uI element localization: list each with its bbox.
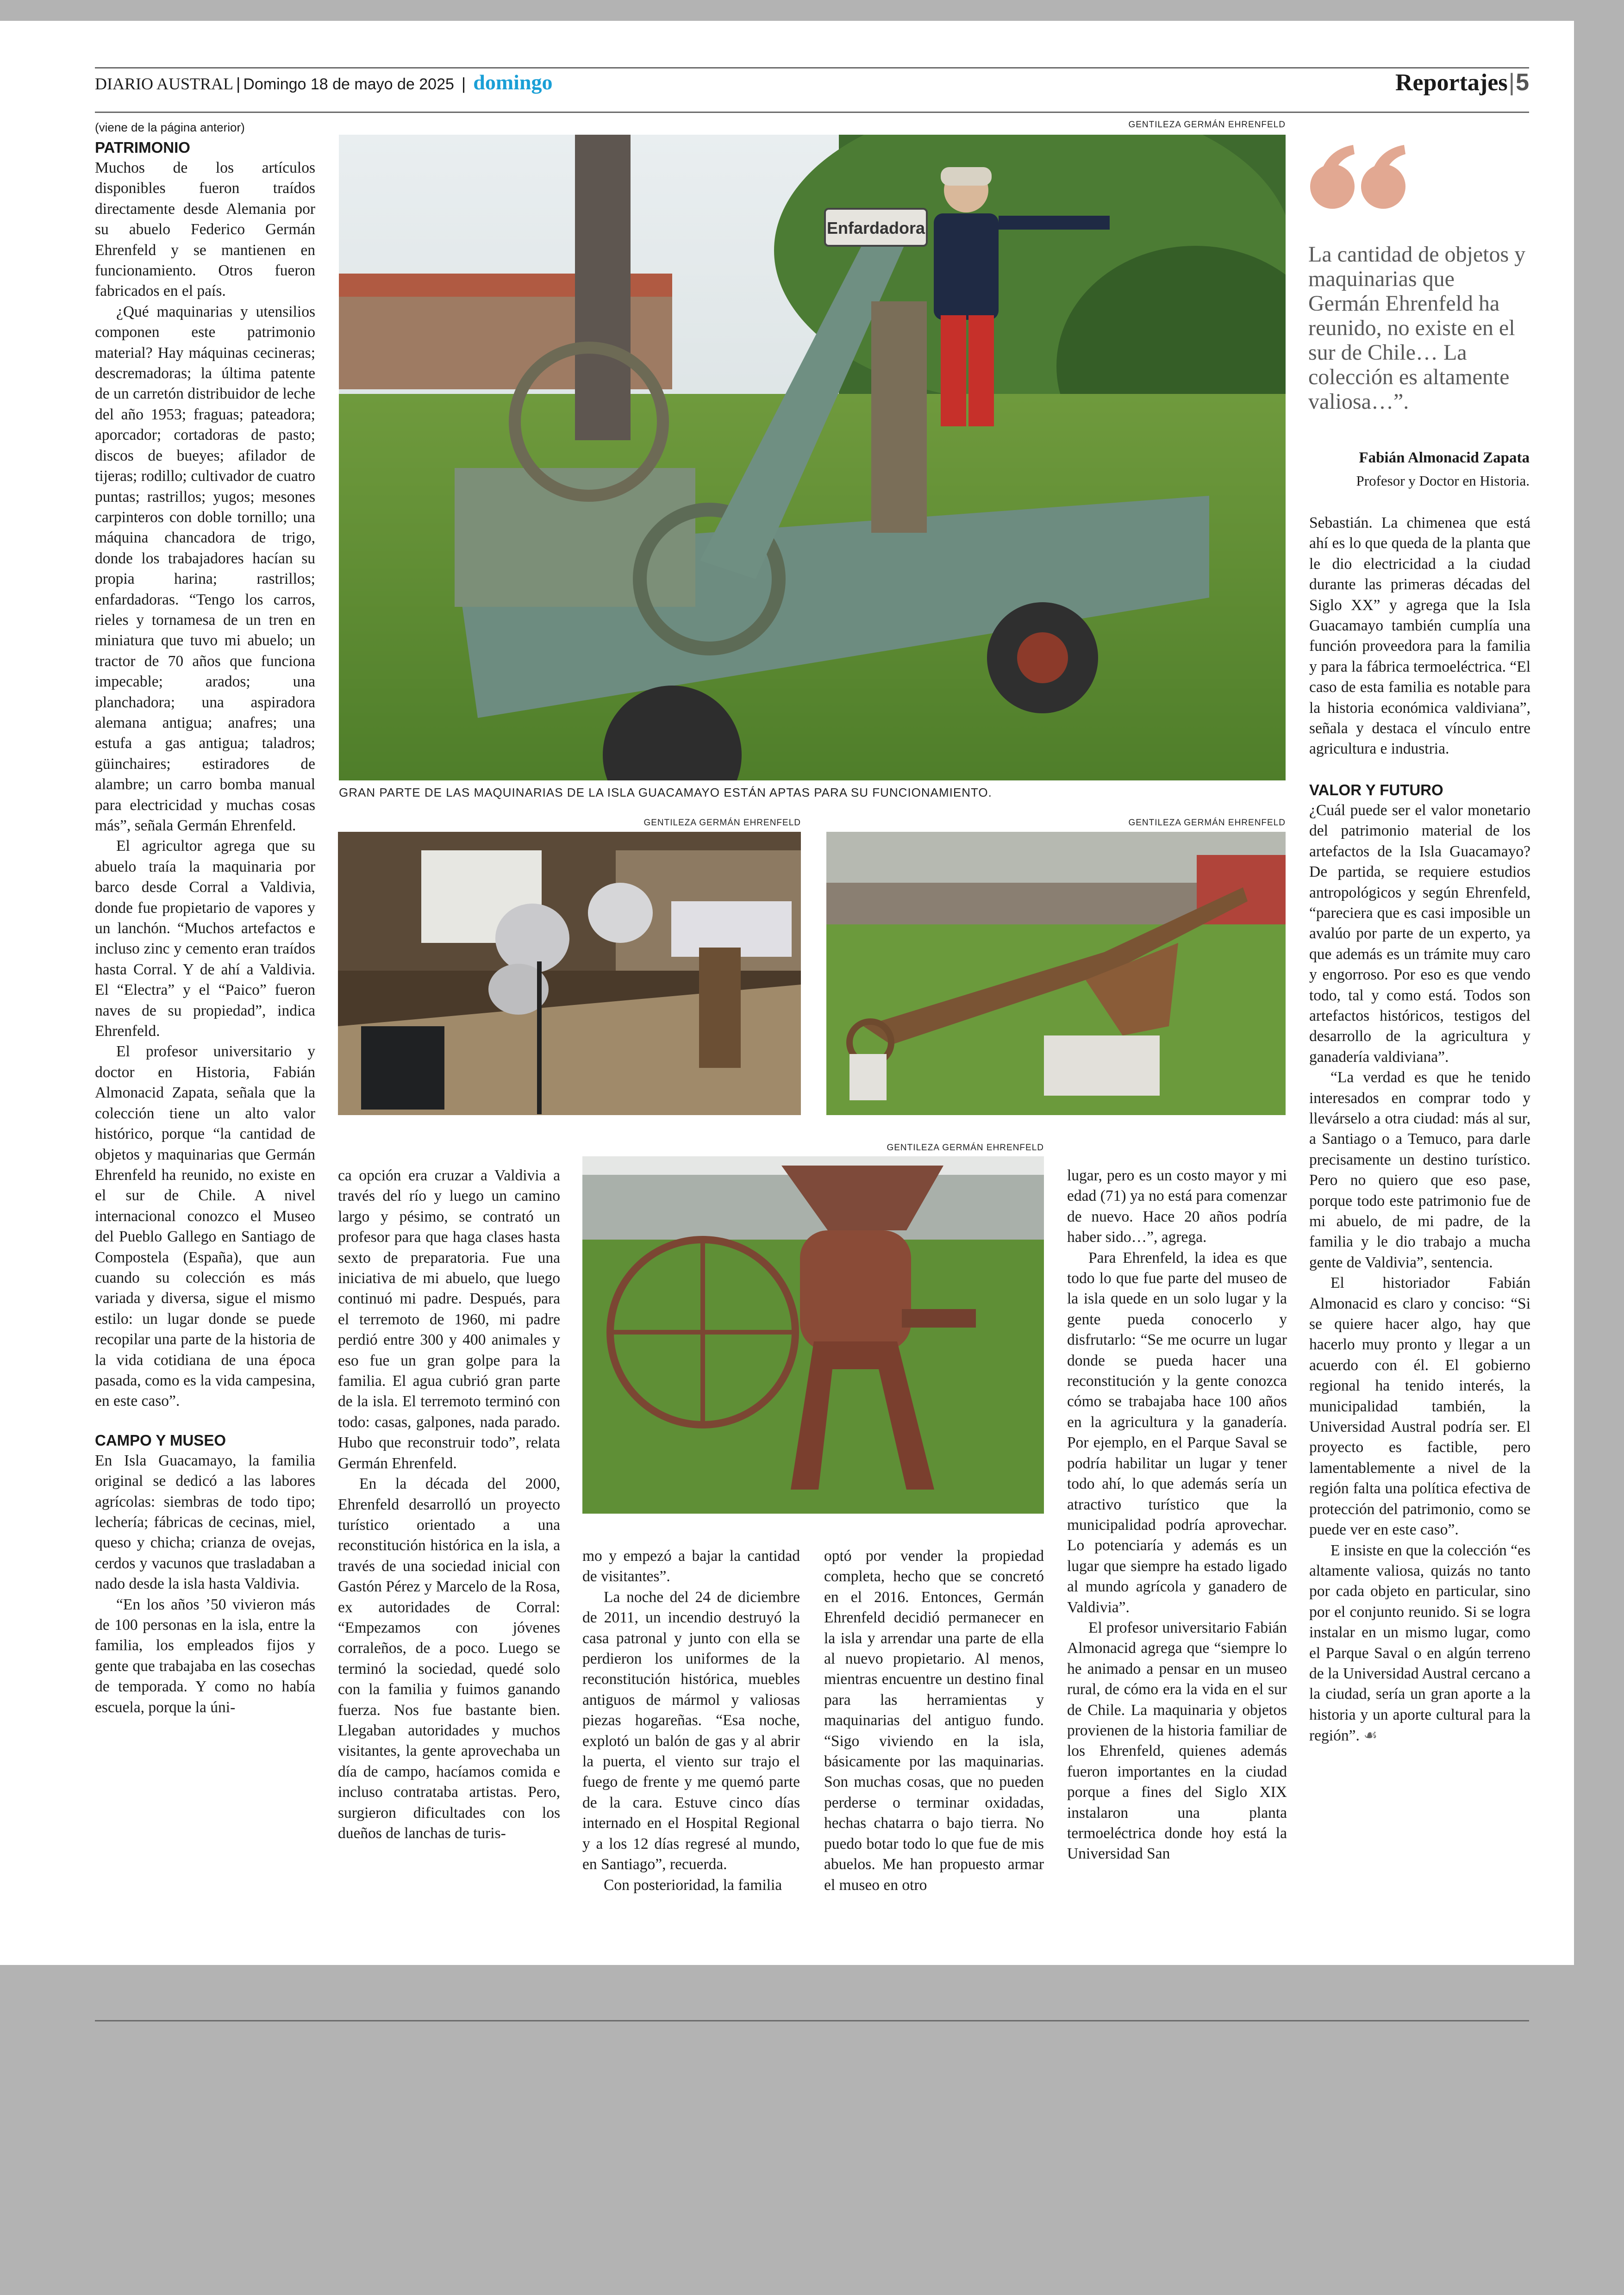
- pull-quote-role: Profesor y Doctor en Historia.: [1356, 473, 1530, 489]
- separator: |: [236, 74, 241, 93]
- paragraph: El agricultor agrega que su abuelo traía la maquinaria por barco desde Corral a Valdivia, donde fue propietario de vapores y un lanchón. “Muchos artefactos e incluso zinc y cemento eran traídos hasta Corral. Y de ahí a Valdivia. El “Electra” y el “Paico” fueron naves de su propiedad”, indica Ehrenfeld.: [95, 837, 315, 1040]
- paragraph: mo y empezó a bajar la cantidad de visitantes”.: [582, 1547, 800, 1585]
- bottom-rule: [95, 2020, 1529, 2021]
- photo-credit: GENTILEZA GERMÁN EHRENFELD: [1128, 120, 1286, 130]
- enfardadora-sign: Enfardadora: [826, 218, 925, 237]
- paragraph: “En los años ’50 vivieron más de 100 personas en la isla, entre la familia, los empleados fijos y gente que trabajaba en las cosechas de temporada. Y como no había escuela, porque la úni-: [95, 1596, 315, 1716]
- quote-mark-icon: [1309, 141, 1416, 215]
- paragraph: Para Ehrenfeld, la idea es que todo lo que fue parte del museo de la isla quede en un solo lugar y la gente pueda conocerlo y disfrutarlo: “Se me ocurre un lugar donde se pueda hacer una reconstitución y la gente conozca cómo se trabajaba hace 100 años en la agricultura y la ganadería. Por ejemplo, en el Parque Saval se podría habilitar un lugar y tener todo ahí, lo que además sería un atractivo turístico que la municipalidad podría aprovechar. Lo potenciaría y además es un lugar que siempre ha estado ligado al mundo agrícola y ganadero de Valdivia”.: [1067, 1249, 1287, 1616]
- photo-credit: GENTILEZA GERMÁN EHRENFELD: [1128, 818, 1286, 828]
- subheading-valor-y-futuro: VALOR Y FUTURO: [1309, 781, 1443, 798]
- subheading-campo-y-museo: CAMPO Y MUSEO: [95, 1431, 226, 1449]
- end-mark-icon: ☙: [1363, 1726, 1378, 1745]
- paragraph: [1309, 1540, 1530, 1746]
- masthead-left: [95, 71, 553, 96]
- photo-wheat-grinder: [582, 1156, 1044, 1514]
- subheading-patrimonio: PATRIMONIO: [95, 139, 190, 156]
- paragraph: En Isla Guacamayo, la familia original se dedicó a las labores agrícolas: siembras de todo tipo; lechería; fábricas de cecinas, miel, queso y chicha; crianza de ovejas, cerdos y vacunos que trasladaban a nado desde la isla hasta Valdivia.: [95, 1452, 315, 1593]
- paragraph: Con posterioridad, la familia: [604, 1876, 782, 1894]
- paper-name: DIARIO AUSTRAL: [95, 75, 234, 93]
- section-brand: domingo: [473, 70, 553, 94]
- article-column-3: [582, 1546, 800, 1896]
- article-column-6: [1309, 513, 1530, 1746]
- paragraph: El profesor universitario Fabián Almonacid agrega que “siempre lo he animado a pensar en un museo rural, de cómo era la vida en el sur de Chile. La maquinaria y objetos provienen de la historia familiar de los Ehrenfeld, quienes además fueron importantes en la ciudad porque a fines del Siglo XIX instalaron una planta termoeléctrica donde hoy está la Universidad San: [1067, 1619, 1287, 1863]
- paragraph: Sebastián. La chimenea que está ahí es lo que queda de la planta que le dio electricidad a la ciudad durante las primeras décadas del Siglo XX” y agrega que la Isla Guacamayo también cumplía una función proveedora para la familia y para la fábrica termoeléctrica. “El caso de esta familia es notable para la historia económica valdiviana”, señala y destaca el vínculo entre agricultura e industria.: [1309, 514, 1530, 758]
- paragraph: lugar, pero es un costo mayor y mi edad (71) ya no está para comenzar de nuevo. Hace 20 años podría haber sido…”, agrega.: [1067, 1167, 1287, 1246]
- paragraph: El profesor universitario y doctor en Historia, Fabián Almonacid Zapata, señala que la colección tiene un alto valor histórico, porque “la cantidad de objetos y maquinarias que Germán Ehrenfeld ha reunido, no existe en el sur de Chile. A nivel internacional conozco el Museo del Pueblo Gallego en Santiago de Compostela (España), que aun cuando su colección es más variada y diversa, sigue el mismo estilo: un lugar donde se puede recopilar una parte de la historia de la vida cotidiana de una época pasada, como es la vida campesina, en este caso”.: [95, 1043, 315, 1410]
- paragraph: La noche del 24 de diciembre de 2011, un incendio destruyó la casa patronal y junto con ella se perdieron los uniformes de la reconstitución histórica, muebles antiguos de mármol y valiosas piezas hogareñas. “Esa noche, explotó un balón de gas y al abrir la puerta, el viento sur trajo el fuego de frente y me quemó parte de la cara. Estuve cinco días internado en el Hospital Regional y a los 12 días regresé al mundo, en Santiago”, recuerda.: [582, 1588, 800, 1873]
- issue-date: Domingo 18 de mayo de 2025: [243, 75, 454, 93]
- separator: |: [461, 74, 466, 93]
- pull-quote-author: Fabián Almonacid Zapata: [1359, 449, 1530, 466]
- photo-lamps-interior: [338, 832, 801, 1115]
- article-column-1: [95, 117, 315, 1718]
- paragraph: ¿Qué maquinarias y utensilios componen este patrimonio material? Hay máquinas cecineras; descremadoras; la última patente de un carretón distribuidor de leche del año 1953; fraguas; pateadora; aporcador; cortadoras de pasto; discos de bueyes; afilador de tijeras; rodillo; cultivador de cuatro puntas; rastrillos; yugos; mesones carpinteros con doble tornillo; una máquina chancadora de trigo, donde los trabajadores hacían su propia harina; rastrillos; enfardadoras. “Tengo los carros, rieles y tornamesa de un tren en miniatura que tuvo mi abuelo; un tractor de 70 años que funciona impecable; arados; una planchadora; una aspiradora alemana antigua; anafres; una estufa a gas antigua; taladros; güinchaires; estiradores de alambre; un carro bomba manual para electricidad y muchas cosas más”, señala Germán Ehrenfeld.: [95, 303, 315, 834]
- article-column-4: [824, 1546, 1044, 1896]
- newspaper-page: [0, 21, 1574, 1965]
- separator: |: [1508, 69, 1515, 96]
- article-column-5: [1067, 1166, 1287, 1865]
- paragraph: ca opción era cruzar a Valdivia a través del río y luego un camino largo y pésimo, se contrató un profesor para que haga clases hasta sexto de preparatoria. Fue una iniciativa de mi abuelo, que luego continuó mi padre. Después, para el terremoto de 1960, mi padre perdió entre 300 y 400 animales y eso fue un gran golpe para la familia. El agua cubrió gran parte de la isla. El terremoto terminó con todo: casas, galpones, nada parado. Hubo que reconstruir todo”, relata Germán Ehrenfeld.: [338, 1167, 560, 1472]
- continued-note: (viene de la página anterior): [95, 120, 245, 134]
- photo-plow: [826, 832, 1286, 1115]
- photo-credit: GENTILEZA GERMÁN EHRENFELD: [887, 1143, 1044, 1153]
- page-number: 5: [1516, 69, 1529, 96]
- paragraph: En la década del 2000, Ehrenfeld desarrolló un proyecto turístico orientado a una reconstitución histórica en la isla, a través de una sociedad inicial con Gastón Pérez y Marcelo de la Rosa, ex autoridades de Corral: “Empezamos con jóvenes corraleños, de a poco. Luego se terminó la sociedad, quedé solo con la familia y fuimos ganando fuerza. Nos fue bastante bien. Llegaban autoridades y muchos visitantes, la gente aprovechaba un día de campo, hacíamos comida e incluso contrataba artistas. Pero, surgieron dificultades con los dueños de lanchas de turis-: [338, 1475, 560, 1842]
- main-photo-caption: GRAN PARTE DE LAS MAQUINARIAS DE LA ISLA GUACAMAYO ESTÁN APTAS PARA SU FUNCIONAMIENTO.: [339, 786, 992, 799]
- paragraph: Muchos de los artículos disponibles fueron traídos directamente desde Alemania por su abuelo Federico Germán Ehrenfeld y se mantienen en funcionamiento. Otros fueron fabricados en el país.: [95, 159, 315, 300]
- section-name: Reportajes: [1395, 69, 1508, 96]
- paragraph: ¿Cuál puede ser el valor monetario del patrimonio material de los artefactos de la Isla Guacamayo? De partida, se requiere estudios antropológicos y según Ehrenfeld, “pareciera que es casi imposible un avalúo por parte de un experto, ya que además es un trámite muy caro y engorroso. Por eso es que vendo todo, tal y como está. Todos son artefactos históricos, testigos del desarrollo de la agricultura y ganadería valdiviana”.: [1309, 801, 1530, 1066]
- masthead-right: [1296, 67, 1529, 98]
- header-rule: [95, 112, 1529, 113]
- pull-quote-text: La cantidad de objetos y maquinarias que Germán Ehrenfeld ha reunido, no existe en el sur de Chile… La colección es altamente valiosa…”.: [1308, 242, 1526, 414]
- paragraph: El historiador Fabián Almonacid es claro y conciso: “Si se quiere hacer algo, hay que hacerlo muy pronto y llegar a un acuerdo con él. El gobierno regional ha tenido interés, la municipalidad también, la Universidad Austral podría ser. El proyecto es factible, pero lamentablemente a nivel de la región falta una política efectiva de protección del patrimonio, como se puede ver en este caso”.: [1309, 1274, 1530, 1539]
- article-column-2: [338, 1166, 560, 1844]
- paragraph: “La verdad es que he tenido interesados en comprar todo y llevárselo a otra ciudad: más al sur, a Santiago o a Temuco, para darle precisamente un destino turístico. Pero no quiero que eso pase, porque todo este patrimonio fue de mi abuelo, de mi padre, de la familia y le dio trabajo a mucha gente de Valdivia”, sentencia.: [1309, 1069, 1530, 1271]
- photo-credit: GENTILEZA GERMÁN EHRENFELD: [643, 818, 801, 828]
- paragraph-text: E insiste en que la colección “es altamente valiosa, quizás no tanto por cada objeto en particular, sino por el conjunto reunido. Si se logra instalar en un mismo lugar, como el Parque Saval o en algún terreno de la Universidad Austral cercano a la ciudad, sería un gran aporte a la historia y un aporte cultural para la región”.: [1309, 1541, 1530, 1745]
- paragraph: optó por vender la propiedad completa, hecho que se concretó en el 2016. Entonces, Germán Ehrenfeld decidió permanecer en la isla y arrendar una parte de ella al nuevo propietario. Al menos, mientras encuentre un destino final para las herramientas y maquinarias del antiguo fundo. “Sigo viviendo en la isla, básicamente por las maquinarias. Son muchas cosas, que no pueden perderse o terminar oxidadas, hechas chatarra o bajo tierra. No puedo botar todo lo que fue de mis abuelos. Me han propuesto armar el museo en otro: [824, 1547, 1044, 1894]
- main-photo-baler: [339, 135, 1286, 780]
